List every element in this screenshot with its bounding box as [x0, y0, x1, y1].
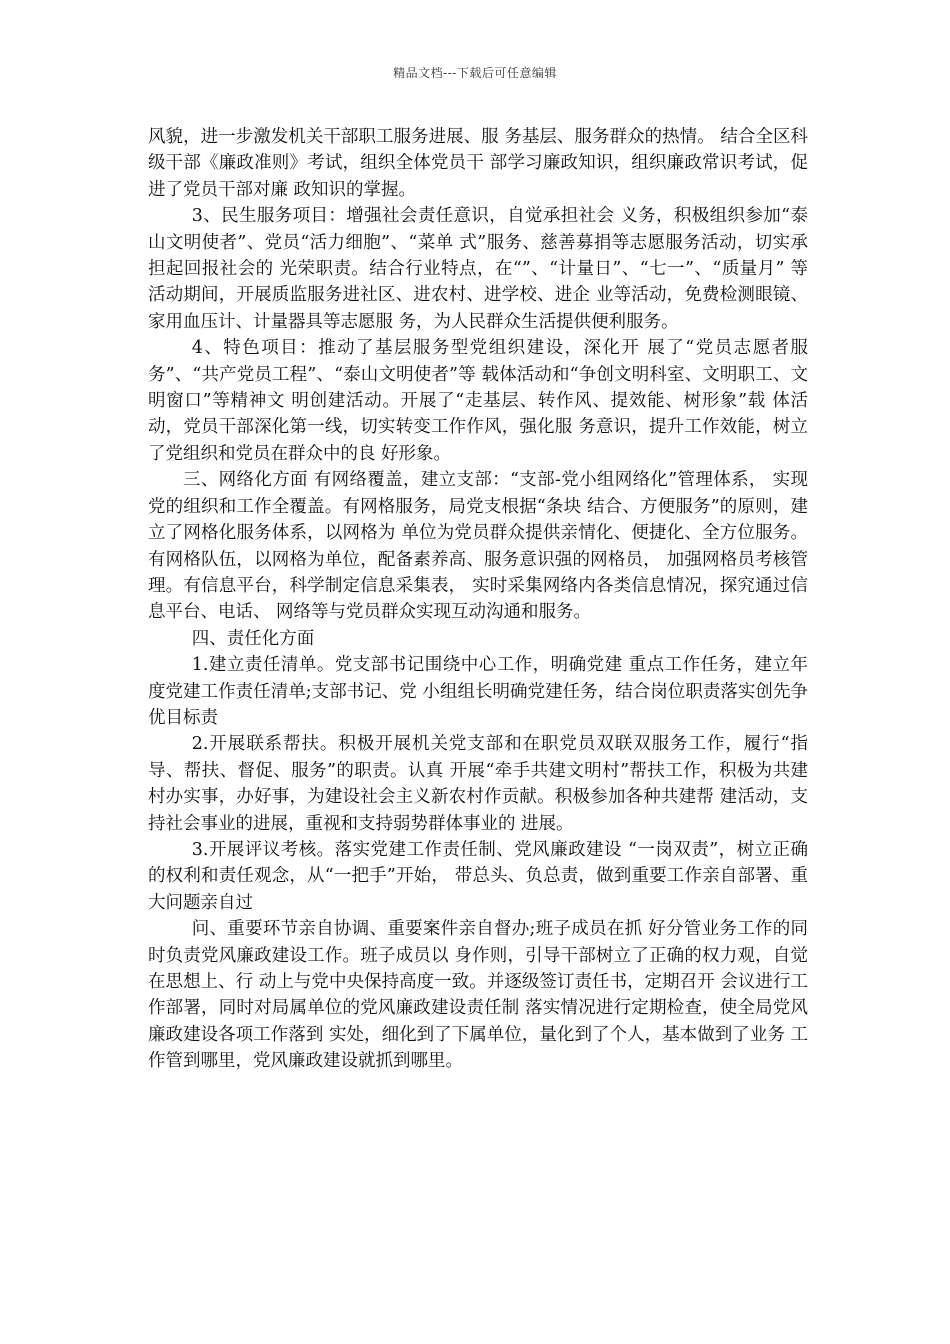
paragraph-4: 三、网络化方面 有网络覆盖，建立支部：“支部-党小组网络化”管理体系， 实现党的组织和工作全覆盖。有网格服务，局党支根据“条块 结合、方便服务”的原则，建立了网格化服务体系，以网格为 单位为党员群众提供亲情化、便捷化、全方位服务。有网格队伍，以网格为单位，配备素养高、服务意识强的网格员， 加强网格员考核管理。有信息平台，科学制定信息采集表， 实时采集网络内各类信息情况，探究通过信息平台、电话、 网络等与党员群众实现互动沟通和服务。: [148, 470, 808, 623]
page-header: 精品文档---下载后可任意编辑: [393, 66, 557, 80]
document-body: [148, 124, 808, 1075]
paragraph-3: 4、特色项目：推动了基层服务型党组织建设，深化开 展了“党员志愿者服务”、“共产党员工程”、“泰山文明使者”等 载体活动和“争创文明科室、文明职工、文明窗口”等精神文 明创建活动。开展了“走基层、转作风、提效能、树形象”载 体活动，党员干部深化第一线，切实转变工作作风，强化服 务意识，提升工作效能，树立了党组织和党员在群众中的良 好形象。: [148, 338, 808, 464]
section-heading: 四、责任化方面: [191, 628, 315, 649]
paragraph-8: 问、重要环节亲自协调、重要案件亲自督办;班子成员在抓 好分管业务工作的同时负责党风廉政建设工作。班子成员以 身作则，引导干部树立了正确的权力观，自觉在思想上、行 动上与党中央保持高度一致。并逐级签订责任书，定期召开 会议进行工作部署，同时对局属单位的党风廉政建设责任制 落实情况进行定期检查，使全局党风廉政建设各项工作落到 实处，细化到了下属单位，量化到了个人，基本做到了业务 工作管到哪里，党风廉政建设就抓到哪里。: [148, 919, 808, 1072]
paragraph-6: 2.开展联系帮扶。积极开展机关党支部和在职党员双联双服务工作，履行“指导、帮扶、督促、服务”的职责。认真 开展“牵手共建文明村”帮扶工作，积极为共建村办实事，办好事，为建设社会主义新农村作贡献。积极参加各种共建帮 建活动，支持社会事业的进展，重视和支持弱势群体事业的 进展。: [148, 734, 808, 834]
paragraph-2: 3、民生服务项目：增强社会责任意识，自觉承担社会 义务，积极组织参加“泰山文明使者”、党员“活力细胞”、“菜单 式”服务、慈善募捐等志愿服务活动，切实承担起回报社会的 光荣职责。结合行业特点，在“”、“计量日”、“七一”、“质量月” 等活动期间，开展质监服务进社区、进农村、进学校、进企 业等活动，免费检测眼镜、家用血压计、计量器具等志愿服 务，为人民群众生活提供便利服务。: [148, 206, 808, 332]
paragraph-5: 1.建立责任清单。党支部书记围绕中心工作，明确党建 重点工作任务，建立年度党建工作责任清单;支部书记、党 小组组长明确党建任务，结合岗位职责落实创先争优目标责: [148, 655, 808, 728]
paragraph-1: 风貌，进一步激发机关干部职工服务进展、服 务基层、服务群众的热情。 结合全区科级干部《廉政准则》考试，组织全体党员干 部学习廉政知识，组织廉政常识考试，促进了党员干部对廉 政知识的掌握。: [148, 127, 808, 200]
paragraph-7: 3.开展评议考核。落实党建工作责任制、党风廉政建设 “一岗双责”，树立正确的权利和责任观念，从“一把手”开始， 带总头、负总责，做到重要工作亲自部署、重大问题亲自过: [148, 839, 808, 913]
